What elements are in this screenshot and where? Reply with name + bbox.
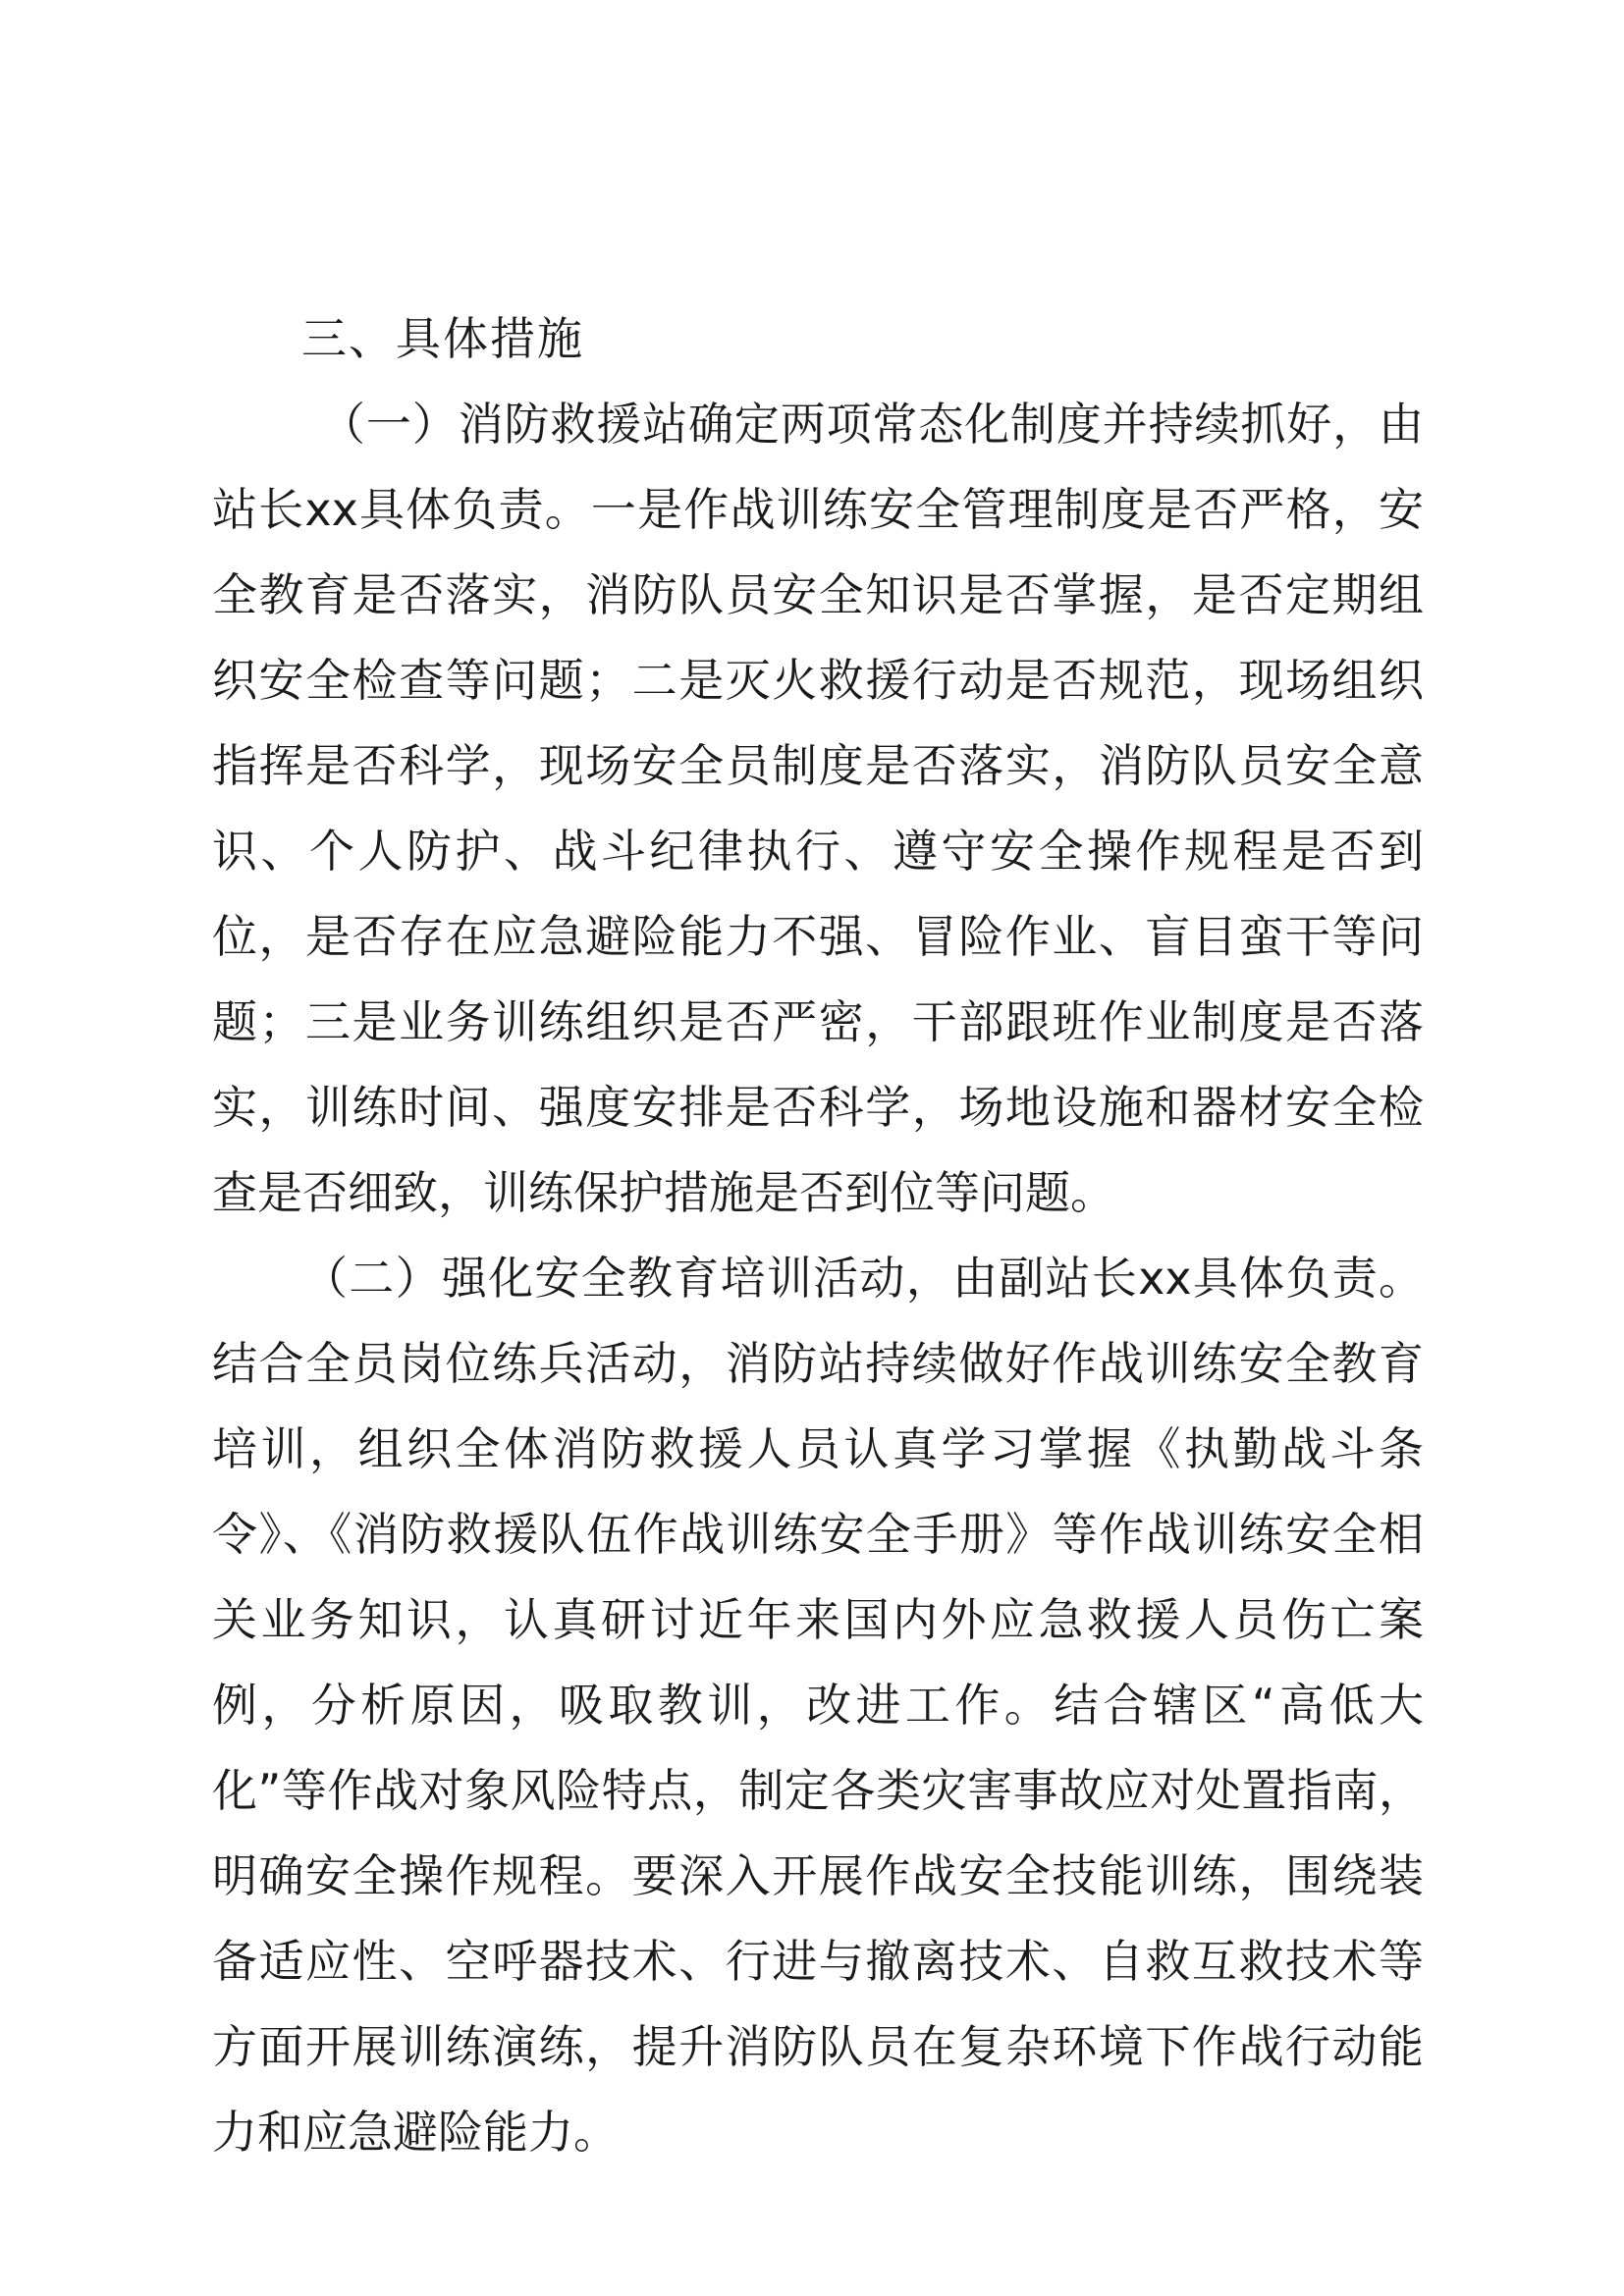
document-body <box>212 296 1424 2175</box>
paragraph-2: （二）强化安全教育培训活动，由副站长xx具体负责。结合全员岗位练兵活动，消防站持续做好作战训练安全教育培训，组织全体消防救援人员认真学习掌握《执勤战斗条令》、《消防救援队伍作战训练安全手册》等作战训练安全相关业务知识，认真研讨近年来国内外应急救援人员伤亡案例，分析原因，吸取教训，改进工作。结合辖区“高低大化”等作战对象风险特点，制定各类灾害事故应对处置指南，明确安全操作规程。要深入开展作战安全技能训练，围绕装备适应性、空呼器技术、行进与撤离技术、自救互救技术等方面开展训练演练，提升消防队员在复杂环境下作战行动能力和应急避险能力。 <box>212 1252 1424 2159</box>
paragraph-1: （一）消防救援站确定两项常态化制度并持续抓好，由站长xx具体负责。一是作战训练安全管理制度是否严格，安全教育是否落实，消防队员安全知识是否掌握，是否定期组织安全检查等问题；二是灭火救援行动是否规范，现场组织指挥是否科学，现场安全员制度是否落实，消防队员安全意识、个人防护、战斗纪律执行、遵守安全操作规程是否到位，是否存在应急避险能力不强、冒险作业、盲目蛮干等问题；三是业务训练组织是否严密，干部跟班作业制度是否落实，训练时间、强度安排是否科学，场地设施和器材安全检查是否细致，训练保护措施是否到位等问题。 <box>212 398 1424 1219</box>
section-heading: 三、具体措施 <box>301 312 584 365</box>
